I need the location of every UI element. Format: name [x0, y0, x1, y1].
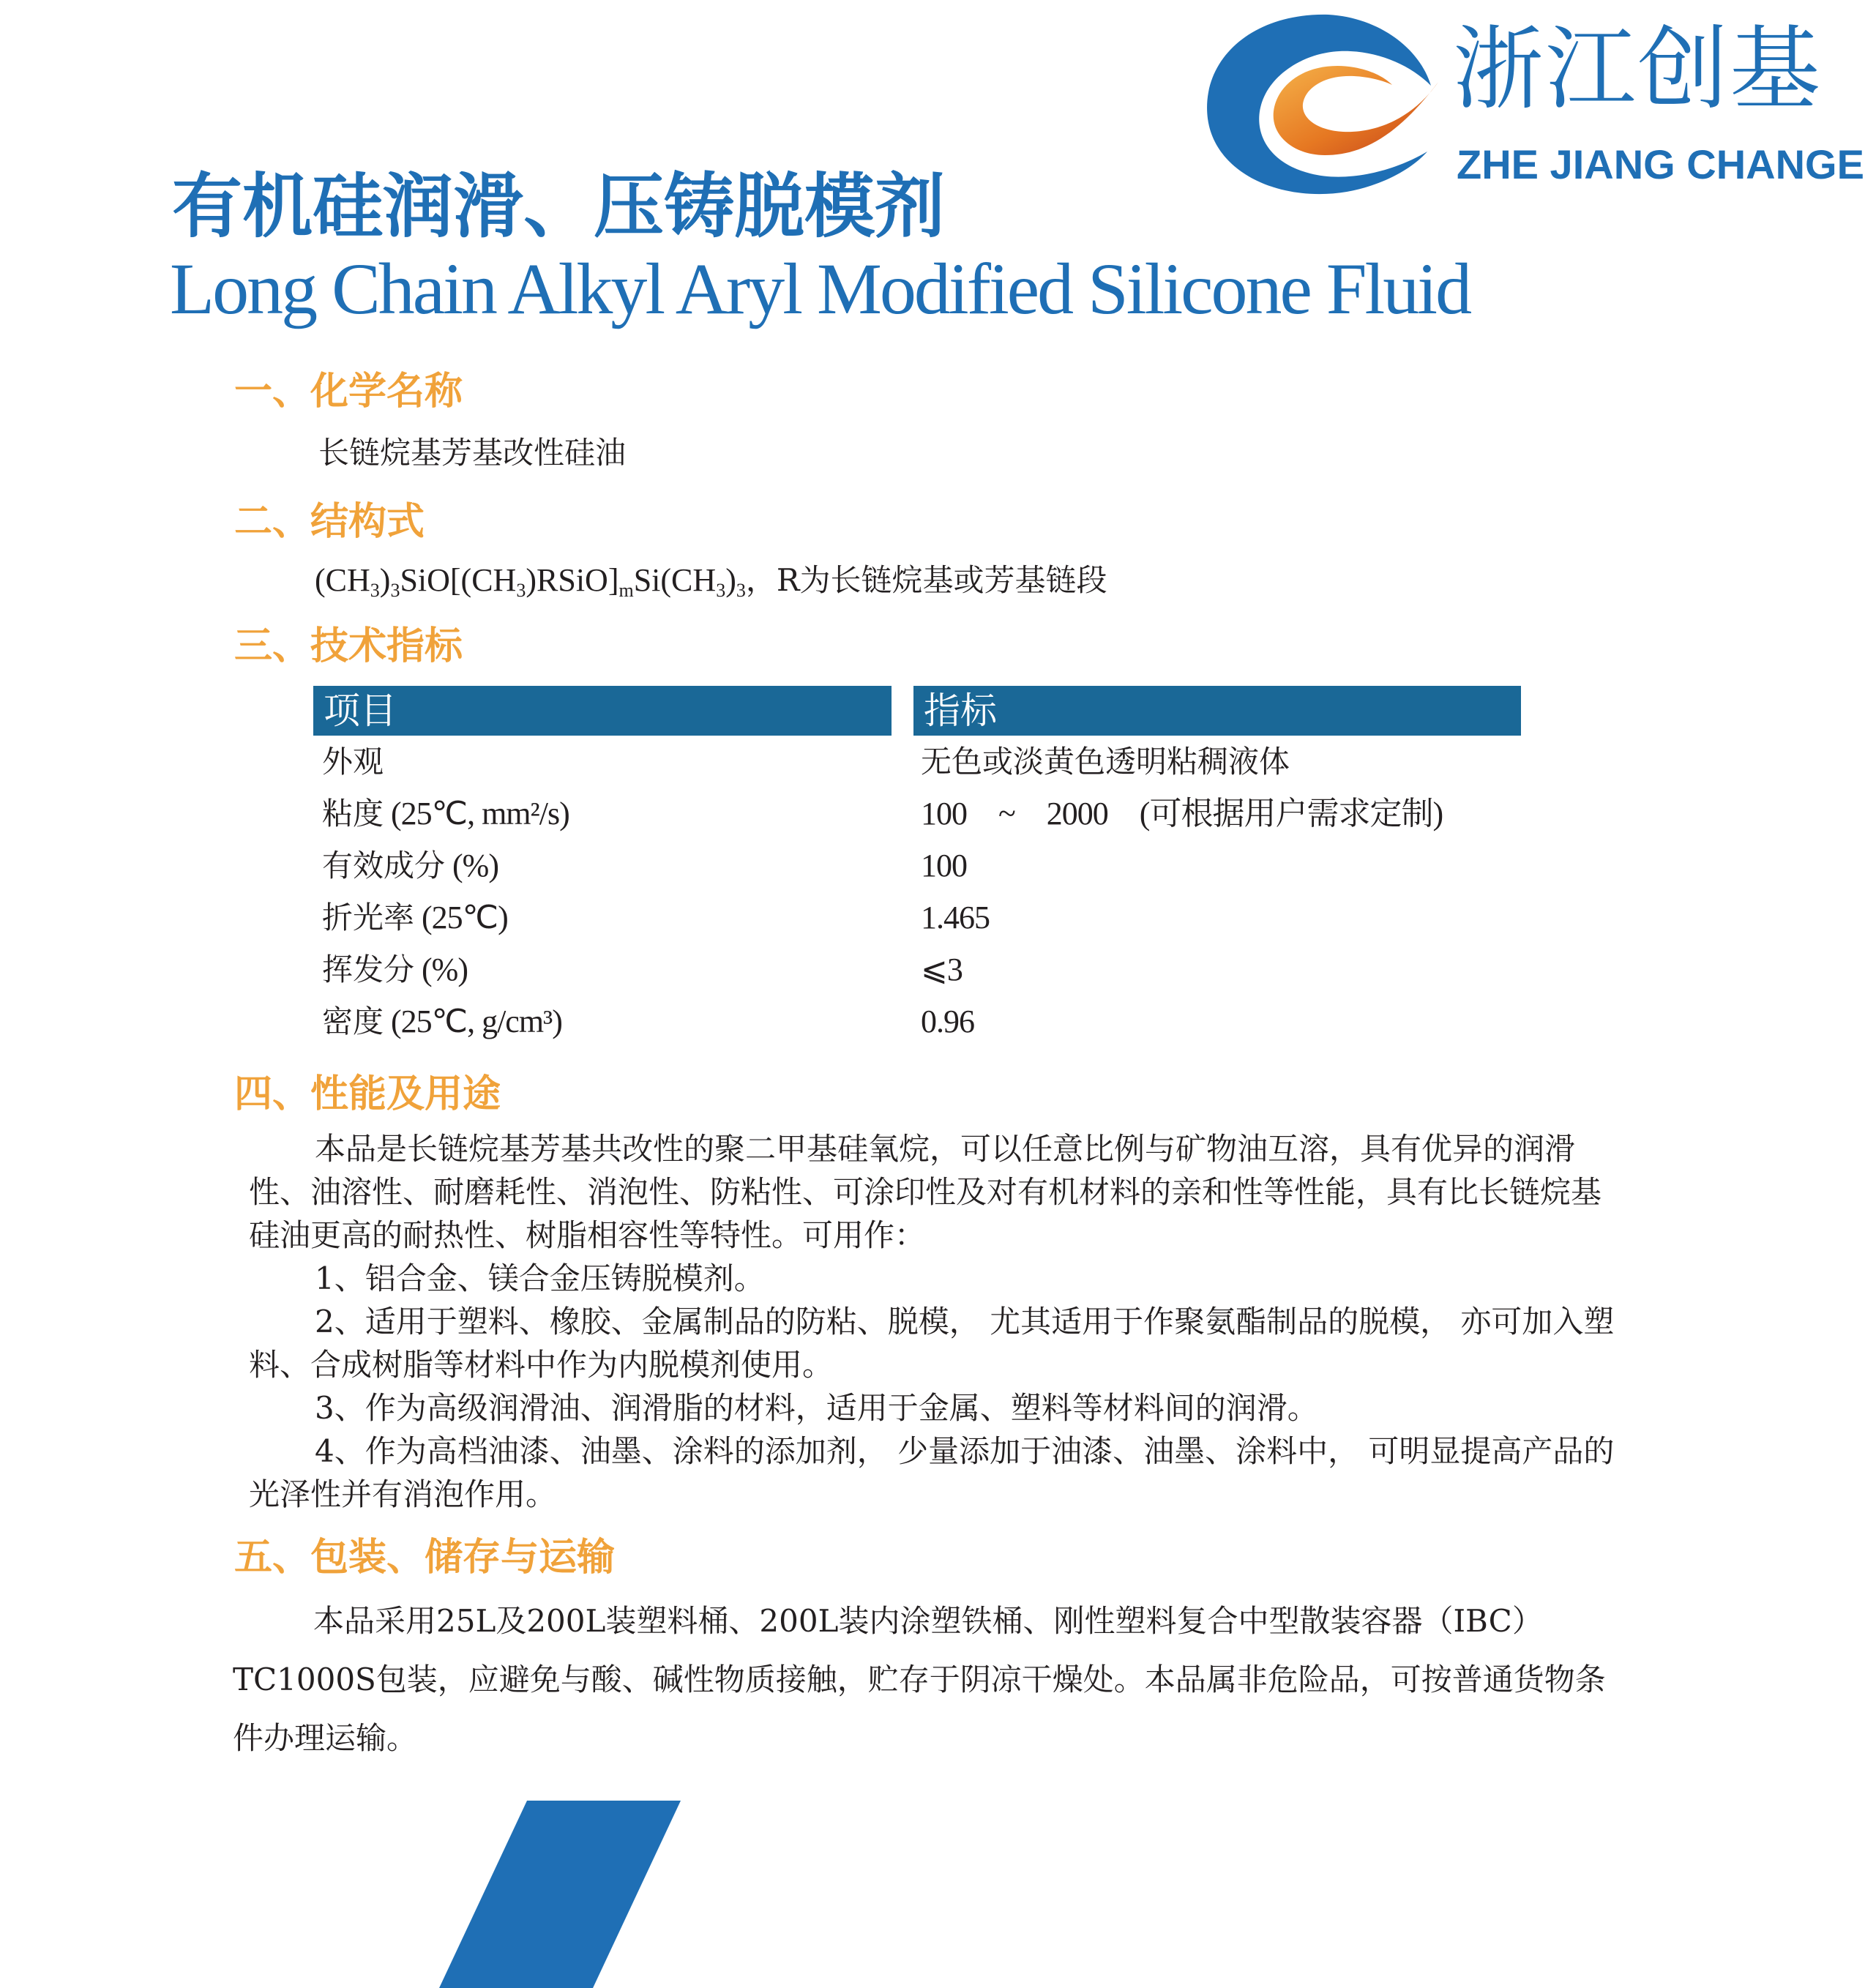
table-row [313, 943, 1521, 995]
list-item: 1、铝合金、镁合金压铸脱模剂。 [315, 1260, 765, 1296]
spec-item-unit: (%) [445, 848, 498, 883]
list-item: 4、作为高档油漆、油墨、涂料的添加剂， 少量添加于油漆、油墨、涂料中， 可明显提高产品的光泽性并有消泡作用。 [249, 1433, 1615, 1512]
column-header-item: 项目 [313, 686, 892, 736]
spec-item-name: 密度 [322, 1004, 384, 1039]
page-title-en: Long Chain Alkyl Aryl Modified Silicone Fluid [170, 248, 1470, 329]
spec-item-name: 折光率 [322, 900, 415, 935]
formula-note: ，R为长链烷基或芳基链段 [745, 562, 1107, 598]
spec-item-unit: (25℃, g/cm³) [384, 1004, 562, 1039]
packaging-paragraph: 本品采用25L及200L装塑料桶、200L装内涂塑铁桶、刚性塑料复合中型散装容器（IBC）TC1000S包装，应避免与酸、碱性物质接触，贮存于阴凉干燥处。本品属非危险品，可按普通货物条件办理运输。 [233, 1603, 1606, 1756]
section-heading-chemical-name: 一、化学名称 [234, 369, 463, 414]
spec-item-name: 粘度 [322, 796, 384, 832]
spec-value: 1.465 [921, 900, 990, 935]
structural-formula: $(CH_3)_3SiO[(CH_3)RSiO]_mSi(CH_3)_3$，R为长链烷基或芳基链段 [315, 562, 1107, 601]
spec-value: ⩽3 [921, 952, 963, 987]
decorative-parallelogram [439, 1801, 681, 1988]
spec-item [322, 995, 562, 1047]
table-row [313, 840, 1521, 892]
table-row [313, 736, 1521, 788]
table-row [313, 892, 1521, 943]
section-heading-packaging: 五、包装、储存与运输 [234, 1535, 616, 1580]
table-row [313, 995, 1521, 1047]
brand-name-cn: 浙江创基 [1453, 17, 1823, 122]
spec-value: 无色或淡黄色透明粘稠液体 [921, 744, 1290, 780]
section-heading-structure: 二、结构式 [234, 499, 425, 544]
specs-table-header [313, 686, 1521, 736]
chemical-name-text: 长链烷基芳基改性硅油 [318, 435, 627, 471]
spec-item-unit: (25℃, mm²/s) [384, 796, 569, 832]
performance-text [249, 1127, 1625, 1516]
spec-item [322, 788, 569, 840]
spec-item-name: 外观 [322, 744, 384, 780]
section-heading-performance: 四、性能及用途 [234, 1072, 501, 1116]
spec-value: 0.96 [921, 1004, 974, 1039]
list-item: 3、作为高级润滑油、润滑脂的材料，适用于金属、塑料等材料间的润滑。 [315, 1390, 1318, 1426]
brand-logo-mark [1200, 9, 1442, 206]
table-row [313, 788, 1521, 840]
section-heading-specs: 三、技术指标 [234, 624, 463, 668]
packaging-text [233, 1592, 1631, 1768]
spec-item-name: 挥发分 [322, 952, 415, 987]
page-title-cn: 有机硅润滑、压铸脱模剂 [172, 165, 945, 247]
list-item: 2、适用于塑料、橡胶、金属制品的防粘、脱模， 尤其适用于作聚氨酯制品的脱模， 亦可加入塑料、合成树脂等材料中作为内脱模剂使用。 [249, 1304, 1615, 1383]
spec-item [322, 736, 384, 788]
spec-item [322, 840, 498, 892]
spec-item [322, 892, 508, 943]
spec-item [322, 943, 468, 995]
spec-value: 100 ~ 2000 (可根据用户需求定制) [921, 796, 1443, 832]
spec-item-name: 有效成分 [322, 848, 446, 883]
spec-value: 100 [921, 848, 967, 883]
brand-name-en: ZHE JIANG CHANGE [1457, 141, 1864, 187]
spec-item-unit: (%) [414, 952, 468, 987]
spec-item-unit: (25℃) [414, 900, 508, 935]
column-header-value: 指标 [913, 686, 1521, 736]
performance-intro: 本品是长链烷基芳基共改性的聚二甲基硅氧烷，可以任意比例与矿物油互溶，具有优异的润滑性、油溶性、耐磨耗性、消泡性、防粘性、可涂印性及对有机材料的亲和性等性能，具有比长链烷基硅油更高的耐热性、树脂相容性等特性。可用作： [249, 1131, 1602, 1253]
specs-table [313, 686, 1521, 1047]
